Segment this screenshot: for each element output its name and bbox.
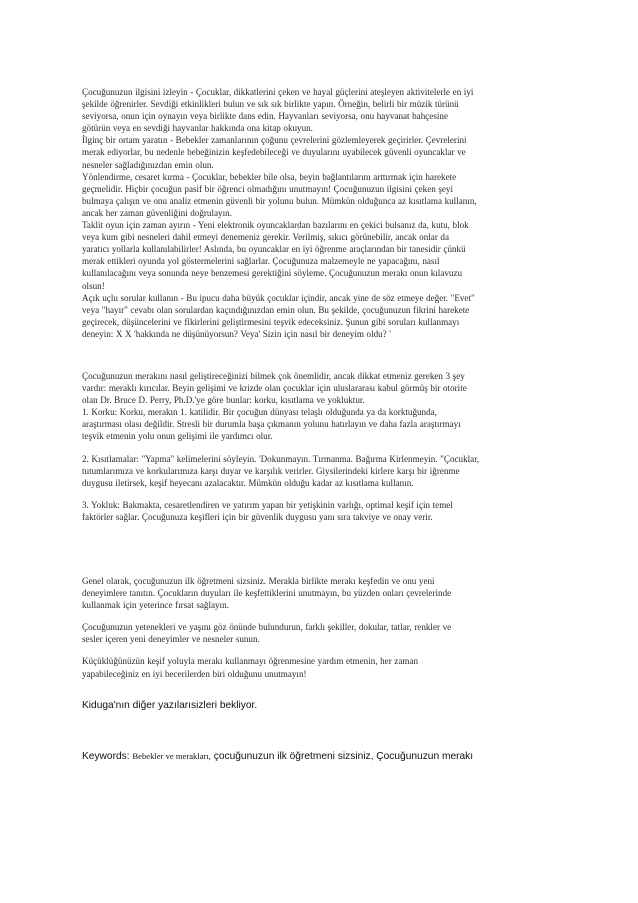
text-line: olsun! — [82, 280, 105, 291]
text-line: veya "hayır" cevabı olan sorulardan kaçındığınızdan emin olun. Bu şekilde, çocuğunuzun fikrini harekete — [82, 304, 470, 315]
closing-paragraph — [82, 655, 562, 679]
text-line: 1. Korku: Korku, merakın 1. katilidir. Bir çocuğun dünyası telaşlı olduğunda ya da korktuğunda, — [82, 407, 437, 418]
text-line: kullanılacağını veya sonunda neye benzemesi gerektiğini söyleme. Çocuğunuzun merakı onun kılavuzu — [82, 268, 463, 279]
keywords-line — [82, 750, 562, 763]
text-line: seviyorsa, onun için oynayın veya birlikte dans edin. Hayvanları seviyorsa, onu hayvanat bahçesine — [82, 111, 448, 122]
text-line: götürün veya en sevdiği hayvanlar hakkında ona kitap okuyun. — [82, 123, 313, 134]
text-line: yaratıcı yollarla kullanılabilirler! Aslında, bu oyuncaklar en iyi öğrenme araçlarından bir tanesidir çünkü — [82, 244, 466, 255]
text-line: tutumlarımıza ve korkularımıza karşı duyar ve karşılık verirler. Giysilerindeki kirlere karşı bir iğrenme — [82, 465, 460, 476]
signoff-text: Kiduga'nın diğer yazılarısizleri bekliyor. — [82, 699, 258, 711]
text-line: geçmelidir. Hiçbir çocuğun pasif bir öğrenci olmadığını unutmayın! Çocuğunuzun ilgisini çeken şeyi — [82, 183, 454, 194]
text-line: sesler içeren yeni deneyimler ve nesneler sunun. — [82, 634, 260, 645]
text-line: ancak her zaman güvenliğini doğrulayın. — [82, 207, 232, 218]
text-line: Çocuğunuzun ilgisini izleyin - Çocuklar, dikkatlerini çeken ve hayal güçlerini ateşleyen aktivitelerle en iyi — [82, 87, 474, 97]
text-line: bulmaya çalışın ve onu analiz etmenin güvenli bir yolunu bulun. Mümkün olduğunca az kısıtlama kullanın, — [82, 195, 477, 206]
absence-paragraph — [82, 499, 562, 523]
document-page — [82, 86, 562, 763]
text-line: merak ettikleri oyunda yol göstermelerini sağlarlar. Çocuğunuza malzemeyle ne yapacağını, nasıl — [82, 256, 440, 267]
text-line: deneyin: X X 'hakkında ne düşünüyorsun? Veya' Sizin için nasıl bir deneyim oldu? ' — [82, 328, 391, 339]
text-line: Taklit oyun için zaman ayırın - Yeni elektronik oyuncaklardan bazılarını en çekici bulsanız da, kutu, blok — [82, 220, 469, 231]
text-line: Çocuğunuzun merakını nasıl geliştireceğinizi bilmek çok önemlidir, ancak dikkat etmeniz gereken 3 şey — [82, 370, 465, 381]
text-line: merak ediyorlar, bu nedenle bebeğinizin keşfedebileceği ve duyularını uyabilecek güvenli oyuncaklar ve — [82, 147, 466, 158]
text-line: kullanmak için yeterince fırsat sağlayın. — [82, 600, 229, 611]
text-line: veya kum gibi nesneleri dahil etmeyi denemeniz gerekir. Verilmiş, sıkıcı görünebilir, ancak onlar da — [82, 232, 450, 243]
text-line: faktörler sağlar. Çocuğunuza keşifleri için bir güvenlik duygusu yanı sıra takviye ve onay verir. — [82, 511, 433, 522]
text-line: olan Dr. Bruce D. Perry, Ph.D.'ye göre bunlar: korku, kısıtlama ve yokluktur. — [82, 395, 365, 406]
text-line: teşvik etmenin yolu onun gelişimi ile yardımcı olur. — [82, 431, 273, 442]
text-line: 3. Yokluk: Bakmakta, cesaretlendiren ve yatırım yapan bir yetişkinin varlığı, optimal keşif için temel — [82, 499, 453, 510]
text-line: Çocuğunuzun yetenekleri ve yaşını göz önünde bulundurun, farklı şekiller, dokular, tatlar, renkler ve — [82, 622, 452, 633]
text-line: nesneler sağladığınızdan emin olun. — [82, 159, 214, 170]
text-line: Küçüklüğünüzün keşif yoluyla merakı kullanmayı öğrenmesine yardım etmenin, her zaman — [82, 656, 419, 667]
text-line: İlginç bir ortam yaratın - Bebekler zamanlarının çoğunu çevrelerini gözlemleyerek geçirirler. Çevrelerini — [82, 135, 467, 146]
text-line: şekilde öğrenirler. Sevdiği etkinlikleri bulun ve sık sık birlikte yapın. Örneğin, belirli bir müzik türünü — [82, 99, 459, 110]
text-line: deneyimlere tanıtın. Çocukların duyuları ile keşfettiklerini unutmayın, bu yüzden onları çevrelerinde — [82, 588, 452, 599]
text-line: vardır: meraklı kırıcılar. Beyin gelişimi ve krizde olan çocuklar için uluslararası kabul görmüş bir otorite — [82, 383, 467, 394]
keywords-label: Keywords: — [82, 750, 130, 762]
restrictions-paragraph — [82, 453, 562, 489]
keywords-rest: çocuğunuzun ilk öğretmeni sizsiniz, Çocuğunuzun merakı — [213, 750, 474, 762]
summary-paragraph — [82, 575, 562, 611]
text-line: Genel olarak, çocuğunuzun ilk öğretmeni sizsiniz. Merakla birlikte merakı keşfedin ve onu yeni — [82, 576, 435, 586]
text-line: duygusu iletirsek, keşif heyecanı azalacaktır. Mümkün olduğu kadar az kısıtlama kullanın. — [82, 477, 414, 488]
abilities-paragraph — [82, 621, 562, 645]
text-line: Yönlendirme, cesaret kırma - Çocuklar, bebekler bile olsa, beyin bağlantılarını arttırmak için harekete — [82, 171, 457, 182]
text-line: geçirecek, düşüncelerini ve fikirlerini geliştirmesini teşvik edeceksiniz. Şunun gibi soruları kullanmayı — [82, 316, 460, 327]
text-line: Açık uçlu sorular kullanın - Bu ipucu daha büyük çocuklar içindir, ancak yine de söz etmeye değer. "Evet" — [82, 292, 475, 303]
keywords-first: Bebekler ve merakları, — [132, 750, 211, 761]
intro-paragraph — [82, 86, 562, 340]
curiosity-paragraph — [82, 370, 562, 443]
text-line: yapabileceğiniz en iyi becerilerden biri olduğunu unutmayın! — [82, 668, 307, 679]
text-line: araştırması olası değildir. Stresli bir durumla başa çıkmanın yolunu hatırlayın ve daha fazla araştırmayı — [82, 419, 461, 430]
text-line: 2. Kısıtlamalar: "Yapma" kelimelerini söyleyin. 'Dokunmayın. Tırmanma. Bağırma Kirlenmeyin. "Çocuklar, — [82, 453, 480, 464]
